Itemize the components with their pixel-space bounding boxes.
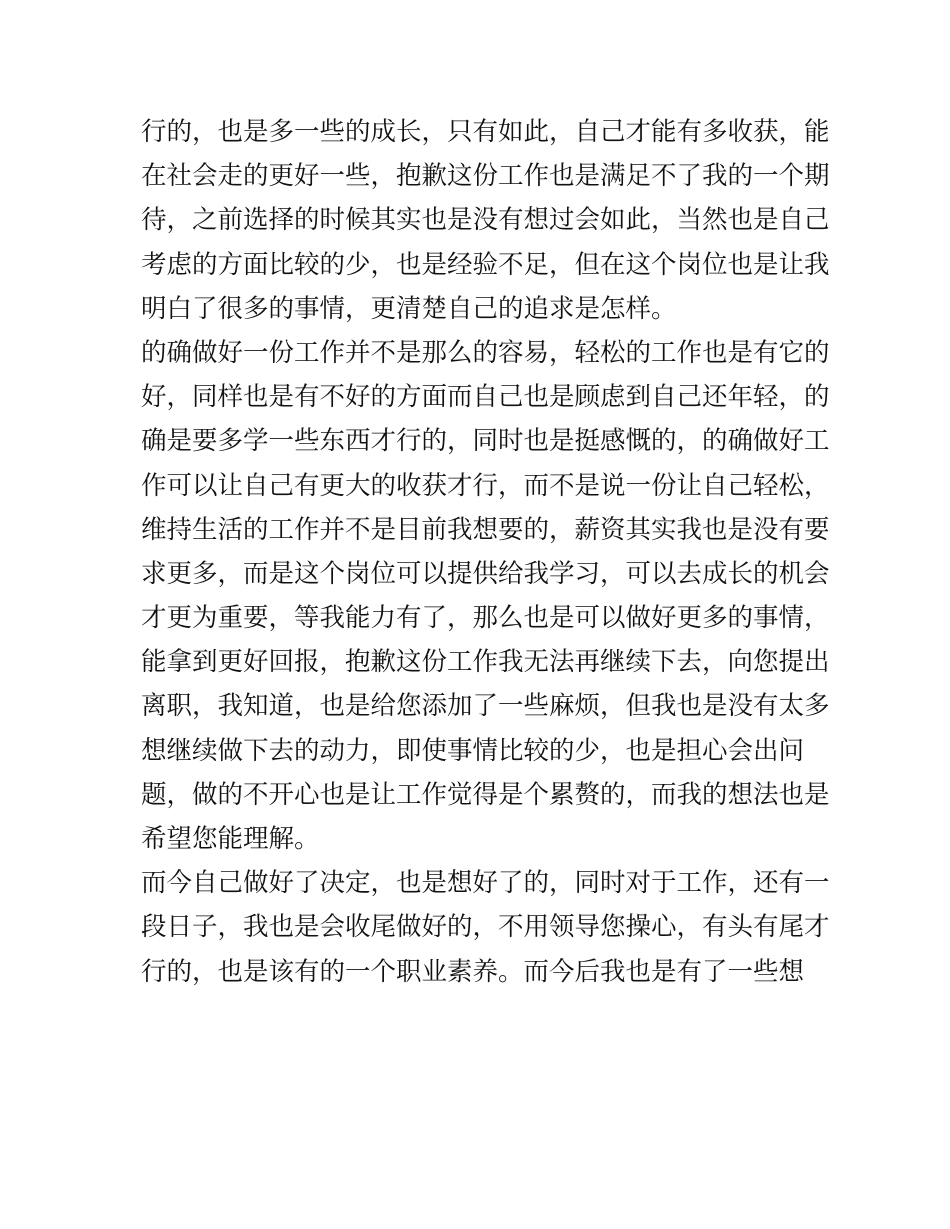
text-line: 行的，也是该有的一个职业素养。而今后我也是有了一些想	[141, 956, 805, 987]
text-line: 想继续做下去的动力，即使事情比较的少，也是担心会出问	[141, 735, 805, 766]
text-line: 能拿到更好回报，抱歉这份工作我无法再继续下去，向您提出	[141, 647, 830, 678]
paragraph	[141, 861, 830, 994]
text-line: 行的，也是多一些的成长，只有如此，自己才能有多收获，能	[141, 117, 830, 147]
text-line: 待，之前选择的时候其实也是没有想过会如此，当然也是自己	[141, 205, 830, 236]
text-line: 确是要多学一些东西才行的，同时也是挺感慨的，的确做好工	[141, 426, 830, 457]
text-line: 求更多，而是这个岗位可以提供给我学习，可以去成长的机会	[141, 558, 830, 589]
text-line: 离职，我知道，也是给您添加了一些麻烦，但我也是没有太多	[141, 691, 830, 722]
document-body	[141, 110, 830, 994]
text-line: 而今自己做好了决定，也是想好了的，同时对于工作，还有一	[141, 868, 830, 899]
text-line: 的确做好一份工作并不是那么的容易，轻松的工作也是有它的	[141, 337, 830, 368]
text-line: 希望您能理解。	[141, 824, 320, 854]
paragraph	[141, 110, 830, 331]
text-line: 作可以让自己有更大的收获才行，而不是说一份让自己轻松，	[141, 470, 830, 501]
text-line: 考虑的方面比较的少，也是经验不足，但在这个岗位也是让我	[141, 249, 830, 280]
text-line: 明白了很多的事情，更清楚自己的追求是怎样。	[141, 293, 677, 324]
text-line: 在社会走的更好一些，抱歉这份工作也是满足不了我的一个期	[141, 161, 830, 192]
text-line: 段日子，我也是会收尾做好的，不用领导您操心，有头有尾才	[141, 912, 830, 943]
text-line: 维持生活的工作并不是目前我想要的，薪资其实我也是没有要	[141, 514, 830, 545]
paragraph	[141, 331, 830, 861]
text-line: 才更为重要，等我能力有了，那么也是可以做好更多的事情，	[141, 603, 830, 634]
text-line: 好，同样也是有不好的方面而自己也是顾虑到自己还年轻，的	[141, 382, 830, 413]
text-line: 题，做的不开心也是让工作觉得是个累赘的，而我的想法也是	[141, 779, 830, 810]
